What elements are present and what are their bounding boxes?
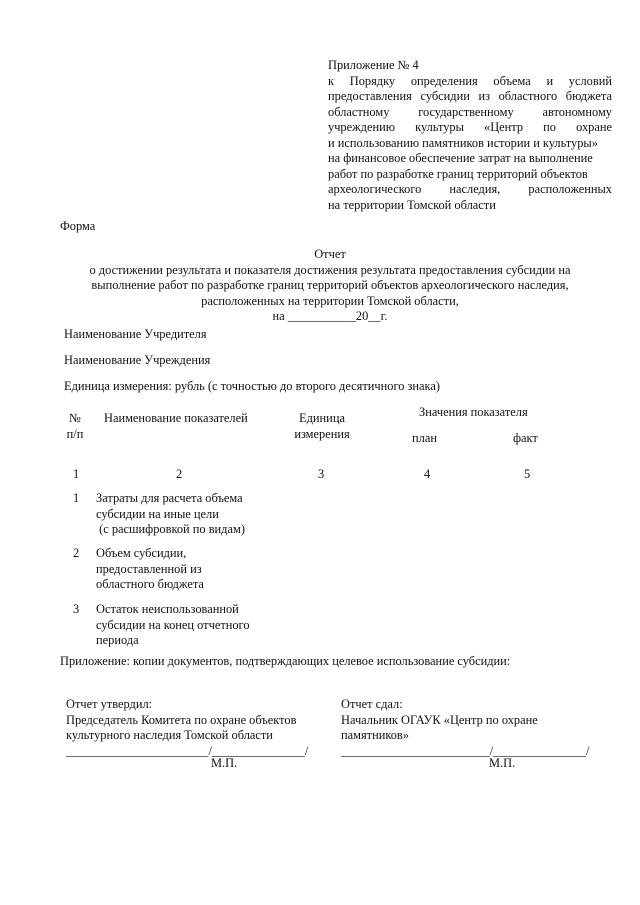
col-number: 1 [73, 467, 80, 481]
appendix-line: археологического наследия, расположенных [328, 182, 612, 196]
header-unit [282, 411, 362, 442]
row-text-line: областного бюджета [96, 577, 204, 591]
report-title-line: выполнение работ по разработке границ территорий объектов археологического наследия, [91, 278, 569, 292]
signature-line: _______________________/_______________/ [66, 743, 309, 758]
table-row [96, 602, 250, 649]
signature-position: памятников» [341, 728, 409, 742]
row-number: 2 [73, 546, 80, 560]
header-num [60, 411, 90, 442]
appendix-line: работ по разработке границ территорий объектов [328, 166, 588, 181]
signature-right [341, 697, 590, 759]
table-row [96, 546, 204, 593]
signature-position: культурного наследия Томской области [66, 728, 273, 742]
signature-line: ________________________/_______________/ [341, 743, 590, 758]
col-number: 3 [318, 467, 325, 481]
founder-field: Наименование Учредителя [64, 327, 207, 341]
header-num-line: п/п [66, 426, 84, 441]
col-number: 5 [524, 467, 531, 481]
appendix-line: и использованию памятников истории и культуры» [328, 135, 598, 150]
row-text-line: предоставленной из [96, 561, 202, 576]
row-text-line: периода [96, 633, 139, 647]
header-plan: план [412, 431, 437, 445]
row-text-line: субсидии на иные цели [96, 506, 219, 521]
report-title [60, 247, 600, 325]
row-text-line: Затраты для расчета объема [96, 491, 243, 505]
row-number: 3 [73, 602, 80, 616]
signature-left [66, 697, 308, 759]
appendix-line: на территории Томской области [328, 197, 496, 212]
appendix-line: на финансовое обеспечение затрат на выполнение [328, 151, 593, 165]
appendix-line: к Порядку определения объема и условий [328, 73, 612, 88]
stamp-right: М.П. [489, 756, 516, 770]
header-unit-line: измерения [294, 426, 350, 441]
form-label: Форма [60, 219, 96, 233]
col-number: 4 [424, 467, 431, 481]
header-values: Значения показателя [419, 405, 528, 419]
appendix-line: областному государственному автономному [328, 104, 612, 119]
col-number: 2 [176, 467, 183, 481]
signature-heading: Отчет сдал: [341, 697, 403, 711]
signature-position: Начальник ОГАУК «Центр по охране [341, 712, 538, 727]
report-title-line: расположенных на территории Томской области, [201, 293, 459, 308]
report-date-line: на ___________20__г. [272, 309, 388, 323]
row-text-line: Остаток неиспользованной [96, 602, 239, 616]
appendix-line: учреждению культуры «Центр по охране [328, 120, 612, 134]
table-row [96, 491, 245, 538]
report-title-line: о достижении результата и показателя достижения результата предоставления субсидии на [89, 262, 571, 277]
appendix-header [328, 58, 612, 213]
report-heading: Отчет [314, 247, 346, 261]
signature-heading: Отчет утвердил: [66, 697, 153, 711]
attachment-note: Приложение: копии документов, подтверждающих целевое использование субсидии: [60, 654, 511, 668]
appendix-line: предоставления субсидии из областного бюджета [328, 89, 612, 103]
header-num-line: № [69, 411, 81, 425]
row-text-line: Объем субсидии, [96, 546, 187, 560]
header-unit-line: Единица [299, 411, 345, 425]
row-text-line: (с расшифровкой по видам) [96, 522, 245, 536]
header-fact: факт [513, 431, 538, 445]
unit-field: Единица измерения: рубль (с точностью до второго десятичного знака) [64, 379, 441, 393]
row-number: 1 [73, 491, 80, 505]
appendix-number: Приложение № 4 [328, 58, 419, 72]
header-name: Наименование показателей [104, 411, 248, 425]
stamp-left: М.П. [211, 756, 238, 770]
row-text-line: субсидии на конец отчетного [96, 617, 250, 632]
institution-field: Наименование Учреждения [64, 353, 211, 367]
signature-position: Председатель Комитета по охране объектов [66, 712, 297, 727]
